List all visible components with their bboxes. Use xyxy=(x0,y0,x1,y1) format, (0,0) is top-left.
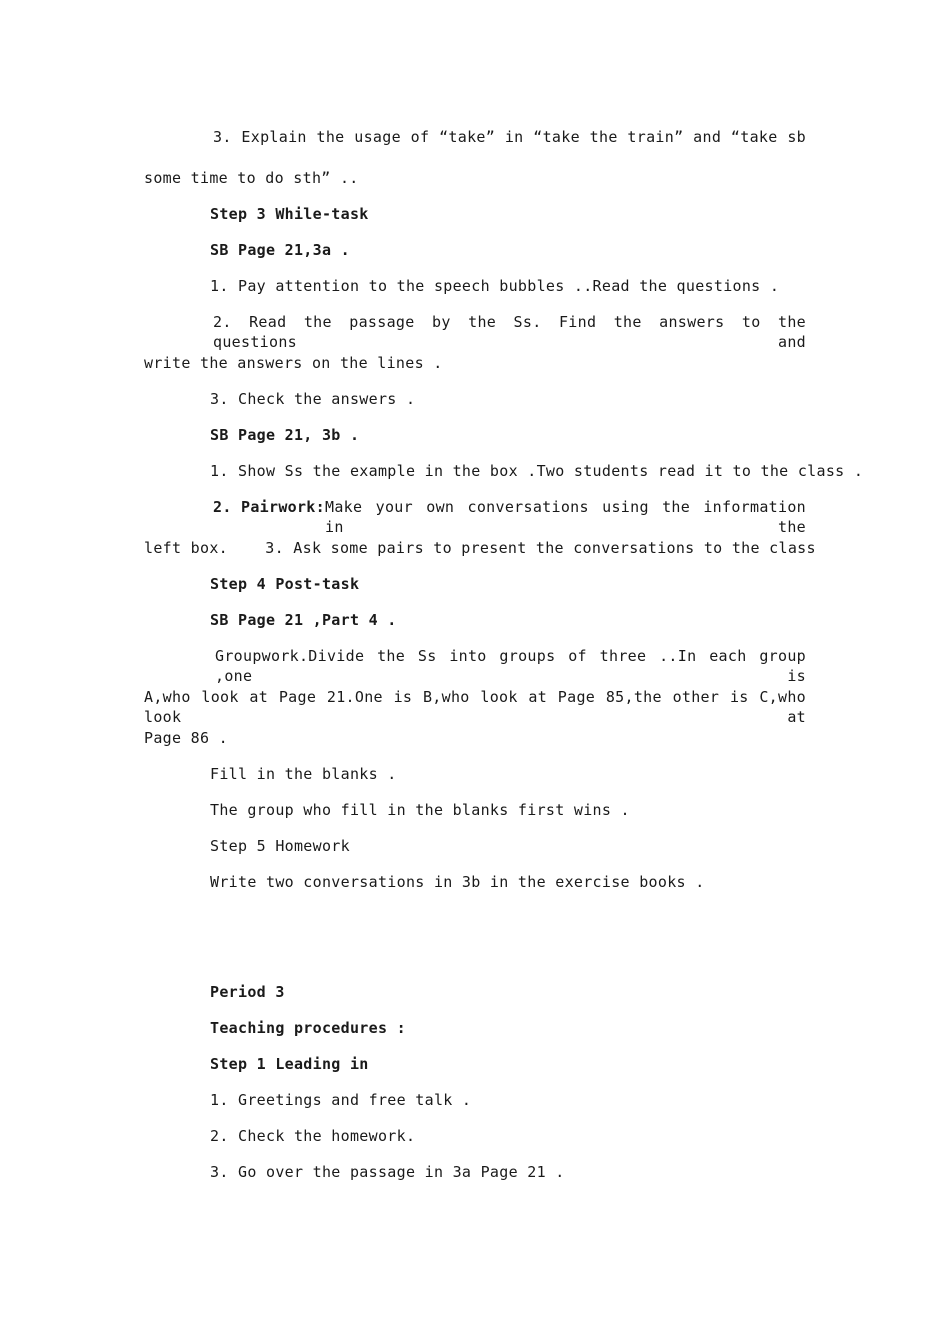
step-heading: Step 4 Post-task xyxy=(210,575,360,593)
text-line: 3. Check the answers . xyxy=(210,390,416,408)
text-line: some time to do sth” .. xyxy=(144,169,359,187)
section-heading: SB Page 21,3a . xyxy=(210,241,350,259)
text-line: A,who look at Page 21.One is B,who look at Page 85,the other is C,who look at xyxy=(144,688,806,726)
section-heading: SB Page 21, 3b . xyxy=(210,426,360,444)
text-line: 3. Go over the passage in 3a Page 21 . xyxy=(210,1163,565,1181)
text-line: Groupwork.Divide the Ss into groups of three ..In each group ,one is xyxy=(215,647,806,685)
text-line: 2. Read the passage by the Ss. Find the answers to the questions and xyxy=(213,313,806,351)
text-line: write the answers on the lines . xyxy=(144,354,443,372)
step-heading: Step 1 Leading in xyxy=(210,1055,369,1073)
text-line: Fill in the blanks . xyxy=(210,765,397,783)
section-heading: Teaching procedures : xyxy=(210,1019,406,1037)
text-line: 1. Show Ss the example in the box .Two students read it to the class . xyxy=(210,462,864,480)
text-line: Write two conversations in 3b in the exercise books . xyxy=(210,873,705,891)
period-heading: Period 3 xyxy=(210,983,285,1001)
text-line: 2. Check the homework. xyxy=(210,1127,416,1145)
text-line: 1. Pay attention to the speech bubbles ..Read the questions . xyxy=(210,277,780,295)
section-heading: SB Page 21 ,Part 4 . xyxy=(210,611,397,629)
text-line: The group who fill in the blanks first wins . xyxy=(210,801,630,819)
step-heading: Step 3 While-task xyxy=(210,205,369,223)
text-line: 1. Greetings and free talk . xyxy=(210,1091,472,1109)
text-line: Page 86 . xyxy=(144,729,228,747)
text-line: 3. Explain the usage of “take” in “take the train” and “take sb xyxy=(213,128,806,146)
text-line: Make your own conversations using the information in the xyxy=(325,498,806,536)
step-heading: Step 5 Homework xyxy=(210,837,350,855)
pairwork-label: 2. Pairwork: xyxy=(213,498,325,516)
text-line: left box. 3. Ask some pairs to present the conversations to the class xyxy=(144,539,816,557)
